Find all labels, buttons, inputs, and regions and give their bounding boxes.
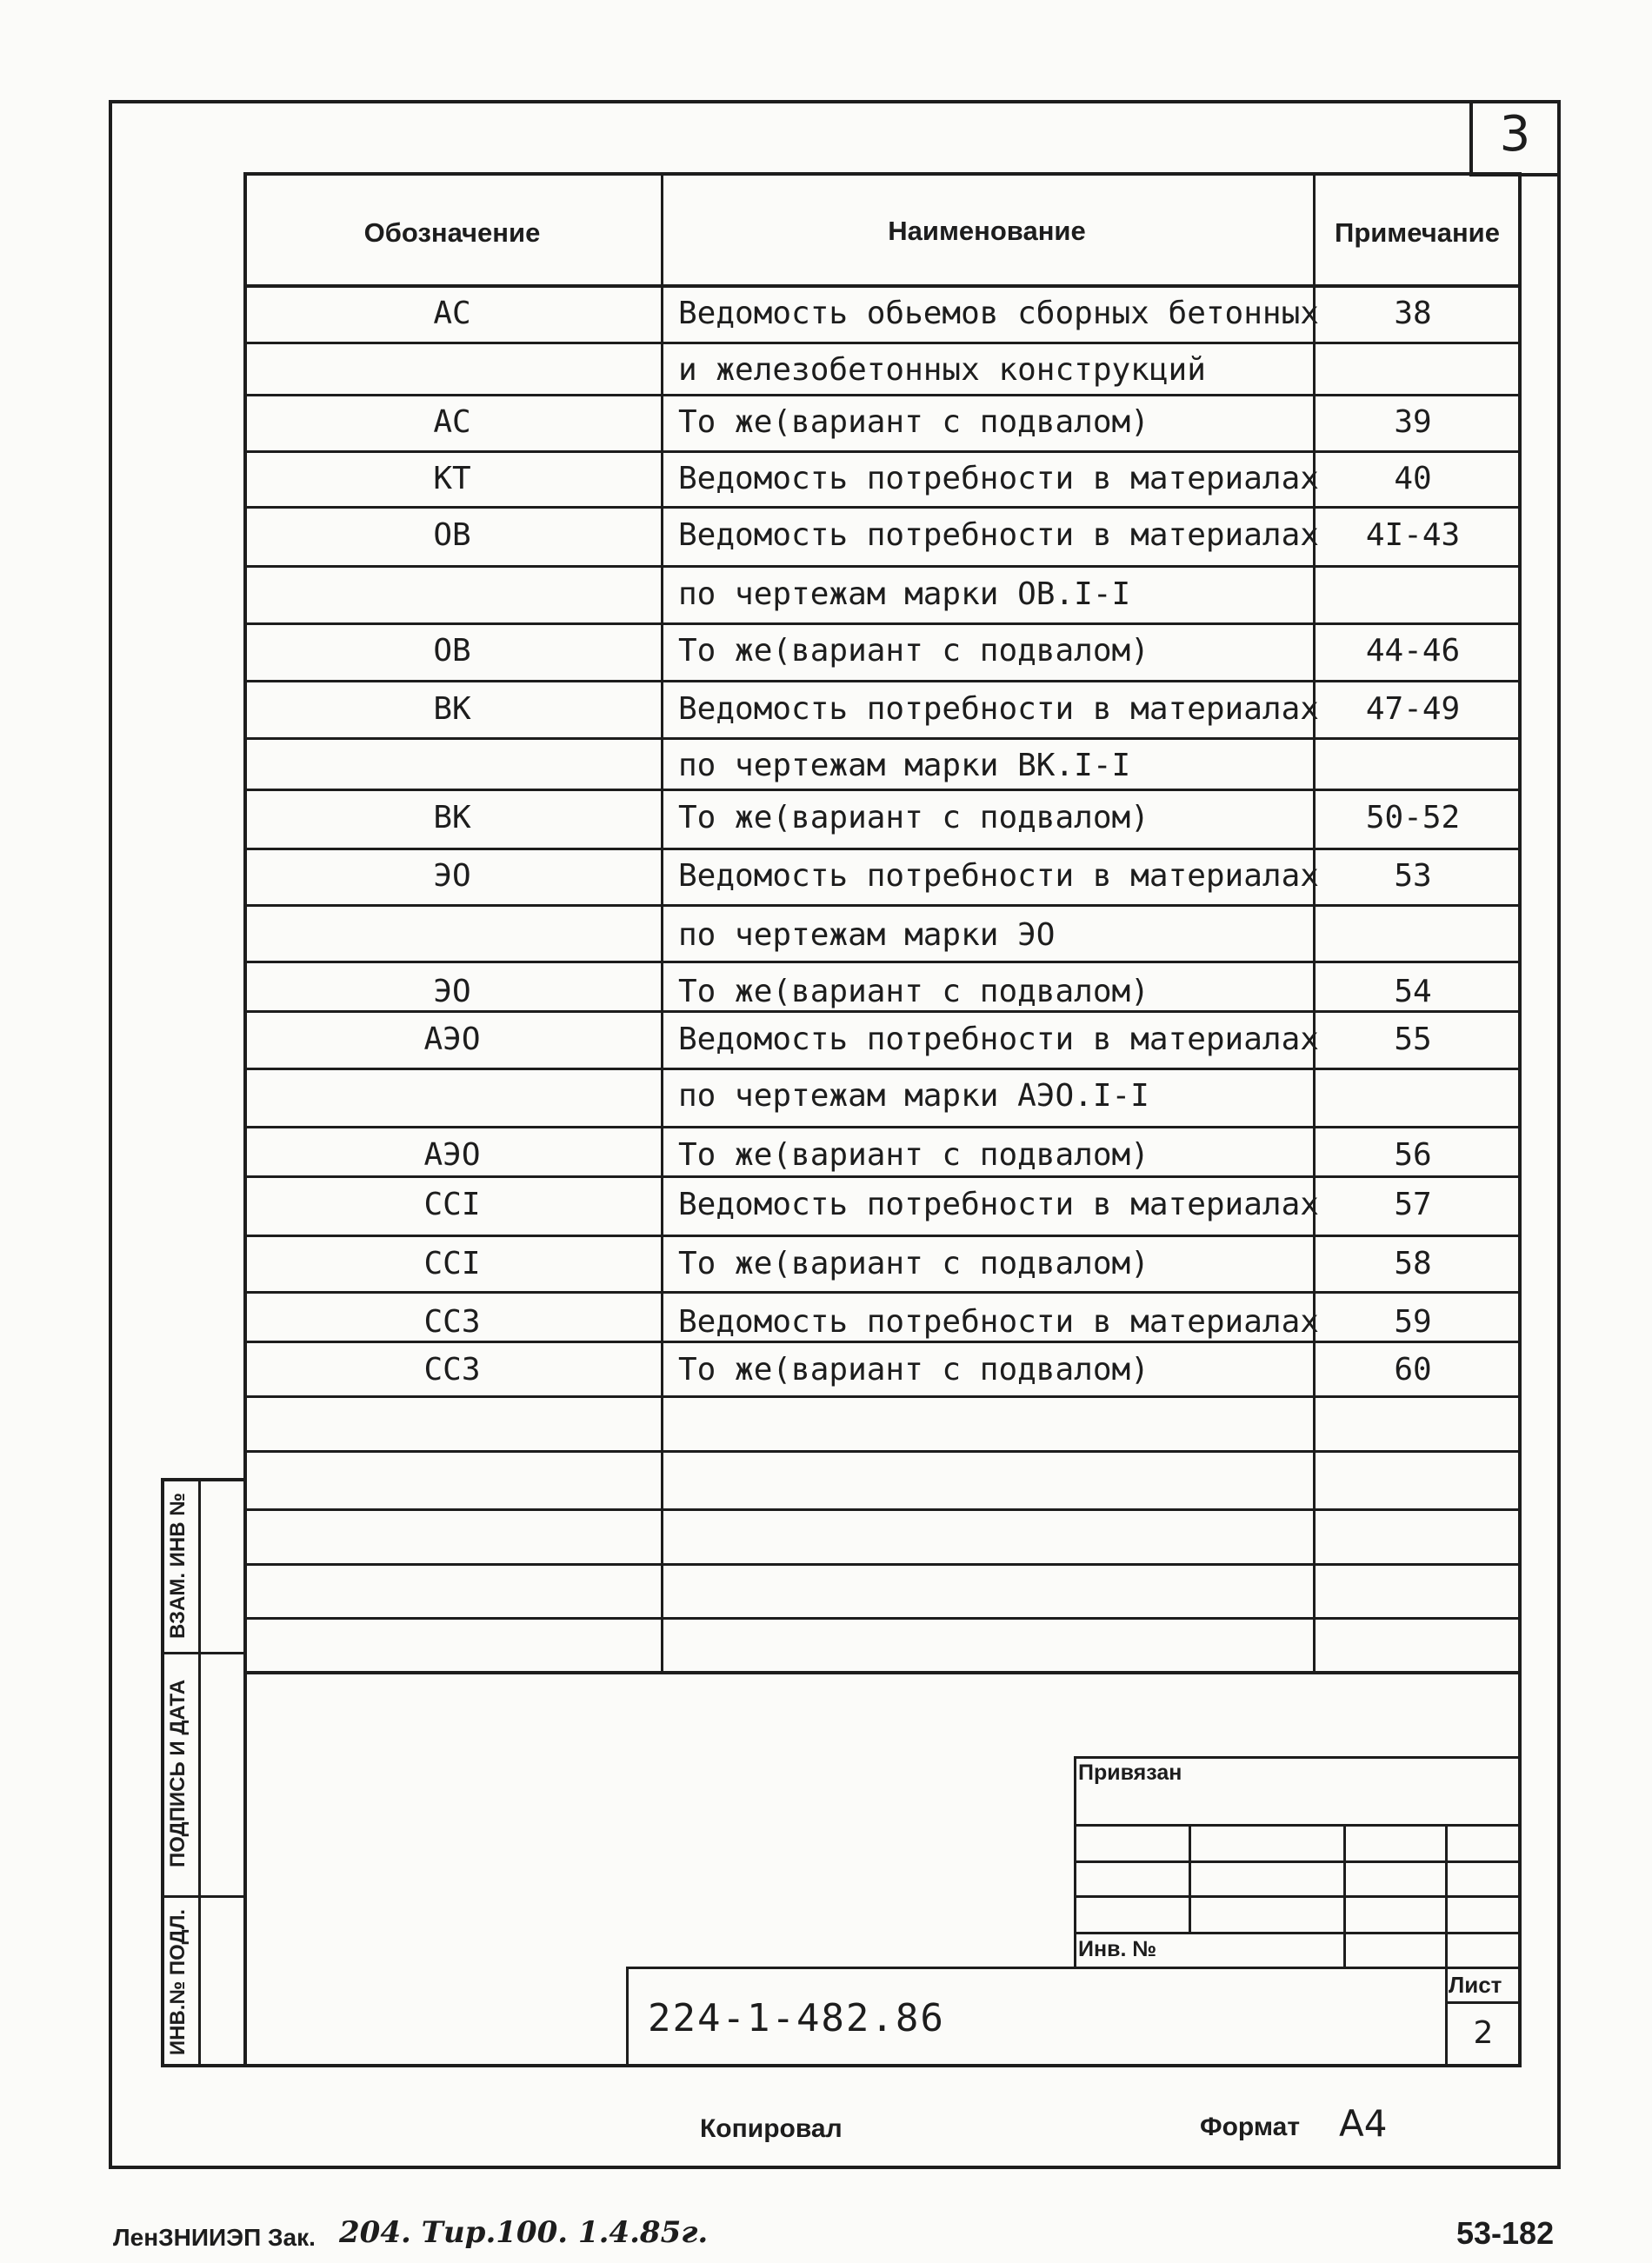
row-code: КТ [433, 461, 471, 496]
sheet-number: 2 [1473, 2015, 1494, 2051]
row-line [243, 450, 1522, 453]
row-name: То же(вариант с подвалом) [678, 800, 1149, 835]
row-note: 40 [1394, 461, 1432, 496]
row-note: 38 [1394, 296, 1432, 331]
row-line [243, 1395, 1522, 1398]
row-name: и железобетонных конструкций [678, 352, 1206, 388]
stamp-line-1 [1074, 1824, 1522, 1827]
row-line [243, 1175, 1522, 1178]
sheet-label: Лист [1449, 1972, 1502, 1998]
row-name: Ведомость потребности в материалах [678, 517, 1319, 553]
header-designation: Обозначение [363, 217, 541, 248]
row-code: ОВ [433, 517, 471, 553]
row-line [243, 737, 1522, 740]
row-note: 4I-43 [1365, 517, 1461, 553]
row-code: ССI [423, 1187, 481, 1222]
row-line [243, 1341, 1522, 1343]
stamp-line-3 [1074, 1895, 1522, 1898]
row-note: 53 [1394, 858, 1432, 894]
row-name: То же(вариант с подвалом) [678, 1137, 1149, 1173]
row-line [243, 1450, 1522, 1453]
row-line [243, 1068, 1522, 1070]
format-label: Формат [1200, 2113, 1301, 2141]
side-label-inv-orig: ИНВ.№ ПОДЛ. [166, 1908, 190, 2056]
stamp-col-2 [1343, 1824, 1346, 1969]
header-note: Примечание [1335, 217, 1500, 248]
row-name: Ведомость потребности в материалах [678, 691, 1319, 727]
row-note: 57 [1394, 1187, 1432, 1222]
row-line [243, 622, 1522, 625]
corner-number: 3 [1499, 106, 1531, 163]
row-line [243, 1617, 1522, 1620]
row-line [243, 1291, 1522, 1294]
row-name: Ведомость потребности в материалах [678, 858, 1319, 894]
table-end-line [243, 1671, 1522, 1674]
row-line [243, 789, 1522, 791]
stamp-attached-label: Привязан [1078, 1760, 1182, 1785]
stamp-col-1 [1189, 1824, 1191, 1932]
row-note: 50-52 [1365, 800, 1461, 835]
row-code: СС3 [423, 1304, 481, 1340]
row-name: Ведомость потребности в материалах [678, 1304, 1319, 1340]
row-name: Ведомость потребности в материалах [678, 1187, 1319, 1222]
row-note: 60 [1394, 1352, 1432, 1388]
order-details: 204. Тир.100. 1.4.85г. [339, 2215, 709, 2250]
row-name: То же(вариант с подвалом) [678, 1246, 1149, 1281]
row-line [243, 961, 1522, 963]
row-line [243, 342, 1522, 344]
row-line [243, 680, 1522, 682]
row-code: АС [433, 404, 471, 440]
row-line [243, 848, 1522, 850]
row-note: 58 [1394, 1246, 1432, 1281]
stamp-sheet-line [1445, 2001, 1522, 2004]
row-line [243, 394, 1522, 396]
side-label-sign-date: ПОДПИСЬ И ДАТА [166, 1679, 190, 1868]
row-note: 54 [1394, 974, 1432, 1009]
col-divider-2 [1313, 172, 1316, 1672]
row-name: То же(вариант с подвалом) [678, 1352, 1149, 1388]
doc-number: 53-182 [1456, 2215, 1555, 2251]
row-line [243, 506, 1522, 509]
row-note: 47-49 [1365, 691, 1461, 727]
row-note: 39 [1394, 404, 1432, 440]
row-note: 59 [1394, 1304, 1432, 1340]
row-note: 55 [1394, 1022, 1432, 1057]
row-name: То же(вариант с подвалом) [678, 404, 1149, 440]
row-name: по чертежам марки АЭО.I-I [678, 1078, 1149, 1114]
row-code: ССI [423, 1246, 481, 1281]
stamp-inv-label: Инв. № [1078, 1937, 1157, 1961]
document-code: 224-1-482.86 [648, 1996, 945, 2040]
row-name: То же(вариант с подвалом) [678, 633, 1149, 669]
header-name: Наименование [888, 216, 1086, 246]
row-name: по чертежам марки ОВ.I-I [678, 576, 1131, 612]
row-code: АС [433, 296, 471, 331]
row-line [243, 1010, 1522, 1013]
row-line [243, 1508, 1522, 1511]
row-code: СС3 [423, 1352, 481, 1388]
side-strip-divider [198, 1478, 201, 2067]
row-name: Ведомость обьемов сборных бетонных [678, 296, 1319, 331]
row-name: Ведомость потребности в материалах [678, 1022, 1319, 1057]
printer-label: ЛенЗНИИЭП Зак. [113, 2224, 316, 2251]
row-code: ЭО [433, 858, 471, 894]
row-code: ВК [433, 800, 471, 835]
row-note: 44-46 [1365, 633, 1461, 669]
col-divider-1 [661, 172, 663, 1672]
copied-label: Копировал [700, 2114, 843, 2143]
row-code: АЭО [423, 1022, 481, 1057]
stamp-col-3 [1445, 1824, 1448, 1969]
row-line [243, 565, 1522, 568]
row-line [243, 1235, 1522, 1237]
stamp-line-4 [1074, 1932, 1522, 1934]
side-label-replace-inv: ВЗАМ. ИНВ № [166, 1492, 190, 1640]
row-name: То же(вариант с подвалом) [678, 974, 1149, 1009]
stamp-line-2 [1074, 1860, 1522, 1863]
header-bottom-line [243, 284, 1522, 288]
format-value: А4 [1339, 2102, 1388, 2145]
row-name: Ведомость потребности в материалах [678, 461, 1319, 496]
row-code: ЭО [433, 974, 471, 1009]
row-line [243, 904, 1522, 907]
row-name: по чертежам марки ЭО [678, 917, 1056, 953]
row-code: ОВ [433, 633, 471, 669]
row-note: 56 [1394, 1137, 1432, 1173]
row-line [243, 1126, 1522, 1128]
row-line [243, 1563, 1522, 1566]
row-name: по чертежам марки ВК.I-I [678, 748, 1131, 783]
row-code: АЭО [423, 1137, 481, 1173]
row-code: ВК [433, 691, 471, 727]
